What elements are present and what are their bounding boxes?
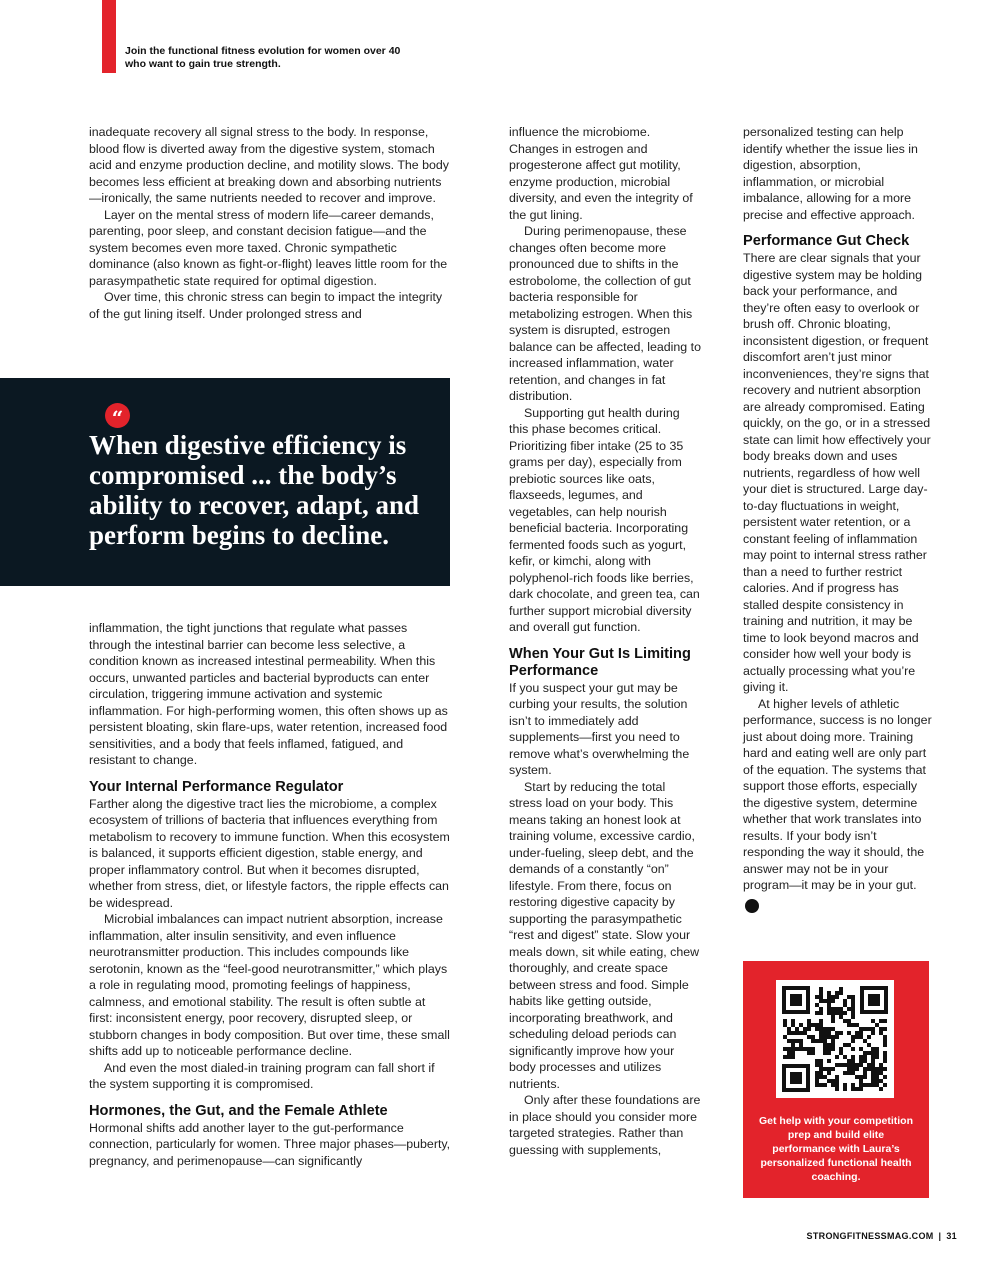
paragraph: personalized testing can help identify whether the issue lies in digestion, absorption, inflammation, or microbial imbalance, allowing for a more precise and effective approach. bbox=[743, 125, 918, 222]
column-right bbox=[743, 124, 935, 913]
paragraph: Hormonal shifts add another layer to the gut-performance connection, particularly for women. Three major phases—puberty, pregnancy, and perimenopause—can significantly bbox=[89, 1120, 451, 1168]
site-url[interactable]: STRONGFITNESSMAG.COM bbox=[806, 1231, 934, 1241]
paragraph: Supporting gut health during this phase becomes critical. Prioritizing fiber intake (25 to 35 grams per day), especially from prebiotic sources like oats, flaxseeds, legumes, and vegetables, can help nourish beneficial bacteria. Incorporating fermented foods such as yogurt, kefir, or kimchi, along with polyphenol-rich foods like berries, dark chocolate, and green tea, can further support microbial diversity and overall gut function. bbox=[509, 405, 700, 634]
column-left-top bbox=[89, 124, 451, 322]
qr-code-icon bbox=[776, 980, 894, 1098]
paragraph: Start by reducing the total stress load on your body. This means taking an honest look at training volume, excessive cardio, under-fueling, sleep debt, and the demands of a constantly “on” lifestyle. From there, focus on restoring digestive capacity by supporting the parasympathetic “rest and digest” state. Slow your meals down, sit while eating, chew thoroughly, and create space between stress and food. Simple habits like getting outside, incorporating breathwork, and scheduling deload periods can significantly improve how your body processes and utilizes nutrients. bbox=[509, 779, 700, 1091]
footer-separator: | bbox=[938, 1231, 942, 1241]
paragraph: influence the microbiome. Changes in estrogen and progesterone affect gut motility, enzyme production, microbial diversity, and even the integrity of the gut lining. bbox=[509, 125, 693, 222]
paragraph: Microbial imbalances can impact nutrient absorption, increase inflammation, alter insulin sensitivity, and even influence neurotransmitter production. This includes compounds like serotonin, known as the “feel-good neurotransmitter,” which plays a role in regulating mood, promoting feelings of happiness, calmness, and emotional stability. The result is often subtle at first: inconsistent energy, poor recovery, disrupted sleep, or stubborn changes in body composition. But over time, these small shifts add up to noticeable performance decline. bbox=[89, 912, 450, 1058]
section-heading: Your Internal Performance Regulator bbox=[89, 778, 344, 795]
paragraph: Only after these foundations are in place should you consider more targeted strategies. Rather than guessing with supplements, bbox=[509, 1093, 701, 1157]
page-footer bbox=[807, 1231, 957, 1241]
paragraph: inflammation, the tight junctions that regulate what passes through the intestinal barrier can become less selective, a condition known as increased intestinal permeability. When this occurs, unwanted particles and bacterial byproducts can enter circulation, triggering immune activation and systemic inflammation. For high-performing women, this often shows up as persistent bloating, skin flare-ups, water retention, increased food sensitivities, and a body that feels inflamed, fatigued, and resistant to change. bbox=[89, 621, 448, 767]
column-middle bbox=[509, 124, 701, 1158]
paragraph-text: At higher levels of athletic performance, success is no longer just about doing more. Training hard and eating well are only part of the equation. The systems that support those efforts, especially the digestive system, determine whether that work translates into results. If your body isn’t responding the way it should, the answer may not be in your program—it may be in your gut. bbox=[743, 696, 932, 892]
section-heading: Hormones, the Gut, and the Female Athlete bbox=[89, 1102, 388, 1119]
paragraph: Layer on the mental stress of modern life—career demands, parenting, poor sleep, and constant decision fatigue—and the system becomes even more taxed. Chronic sympathetic dominance (also known as fight-or-flight) leaves little room for the parasympathetic state required for optimal digestion. bbox=[89, 207, 448, 288]
section-heading: When Your Gut Is Limiting Performance bbox=[509, 645, 691, 679]
paragraph: inadequate recovery all signal stress to the body. In response, blood flow is diverted away from the digestive system, stomach acid and enzyme production decline, and motility slows. The body becomes less efficient at breaking down and absorbing nutrients—ironically, the same nutrients needed to recover and improve. bbox=[89, 125, 449, 205]
section-heading: Performance Gut Check bbox=[743, 233, 910, 249]
paragraph: Farther along the digestive tract lies the microbiome, a complex ecosystem of trillions of bacteria that influences everything from metabolism to recovery to immune function. When this ecosystem is balanced, it supports efficient digestion, stable energy, and proper inflammatory control. But when it becomes disrupted, whether from stress, diet, or lifestyle factors, the ripple effects can be widespread. bbox=[89, 796, 450, 910]
paragraph: During perimenopause, these changes often become more pronounced due to shifts in the estrobolome, the collection of gut bacteria responsible for metabolizing estrogen. When this system is disrupted, estrogen balance can be affected, leading to increased inflammation, water retention, and changes in fat distribution. bbox=[509, 224, 701, 403]
qr-code[interactable] bbox=[776, 980, 894, 1098]
page-number: 31 bbox=[946, 1231, 957, 1241]
paragraph bbox=[743, 696, 935, 913]
quote-icon: “ bbox=[105, 403, 130, 428]
paragraph: Over time, this chronic stress can begin to impact the integrity of the gut lining itself. Under prolonged stress and bbox=[89, 290, 443, 321]
pull-quote-text: When digestive efficiency is compromised ... the body’s ability to recover, adapt, and perform begins to decline. bbox=[89, 430, 420, 550]
paragraph: If you suspect your gut may be curbing your results, the solution isn’t to immediately add supplements—first you need to remove what’s overwhelming the system. bbox=[509, 680, 690, 777]
header-tagline: Join the functional fitness evolution for women over 40 who want to gain true strength. bbox=[125, 45, 401, 70]
paragraph: And even the most dialed-in training program can fall short if the system supporting it is compromised. bbox=[89, 1060, 435, 1091]
promo-caption: Get help with your competition prep and build elite performance with Laura’s personalized functional health coaching. bbox=[758, 1115, 913, 1183]
paragraph: There are clear signals that your digestive system may be holding back your performance, and they’re often easy to overlook or brush off. Chronic bloating, inconsistent digestion, or frequent discomfort aren’t just minor inconveniences, they’re signs that recovery and nutrient absorption are already compromised. Eating quickly, on the go, or in a stressed state can limit how effectively your body breaks down and uses nutrients, regardless of how well your diet is structured. Large day-to-day fluctuations in weight, persistent water retention, or a constant feeling of inflammation may point to internal stress rather than a need to further restrict calories. And if progress has stalled despite consistency in training and nutrition, it may be time to look beyond macros and consider how well your body is actually processing what you’re giving it. bbox=[743, 251, 931, 694]
header-red-bar bbox=[102, 0, 116, 73]
column-left-bottom bbox=[89, 620, 451, 1169]
end-mark-icon: S bbox=[745, 899, 759, 913]
